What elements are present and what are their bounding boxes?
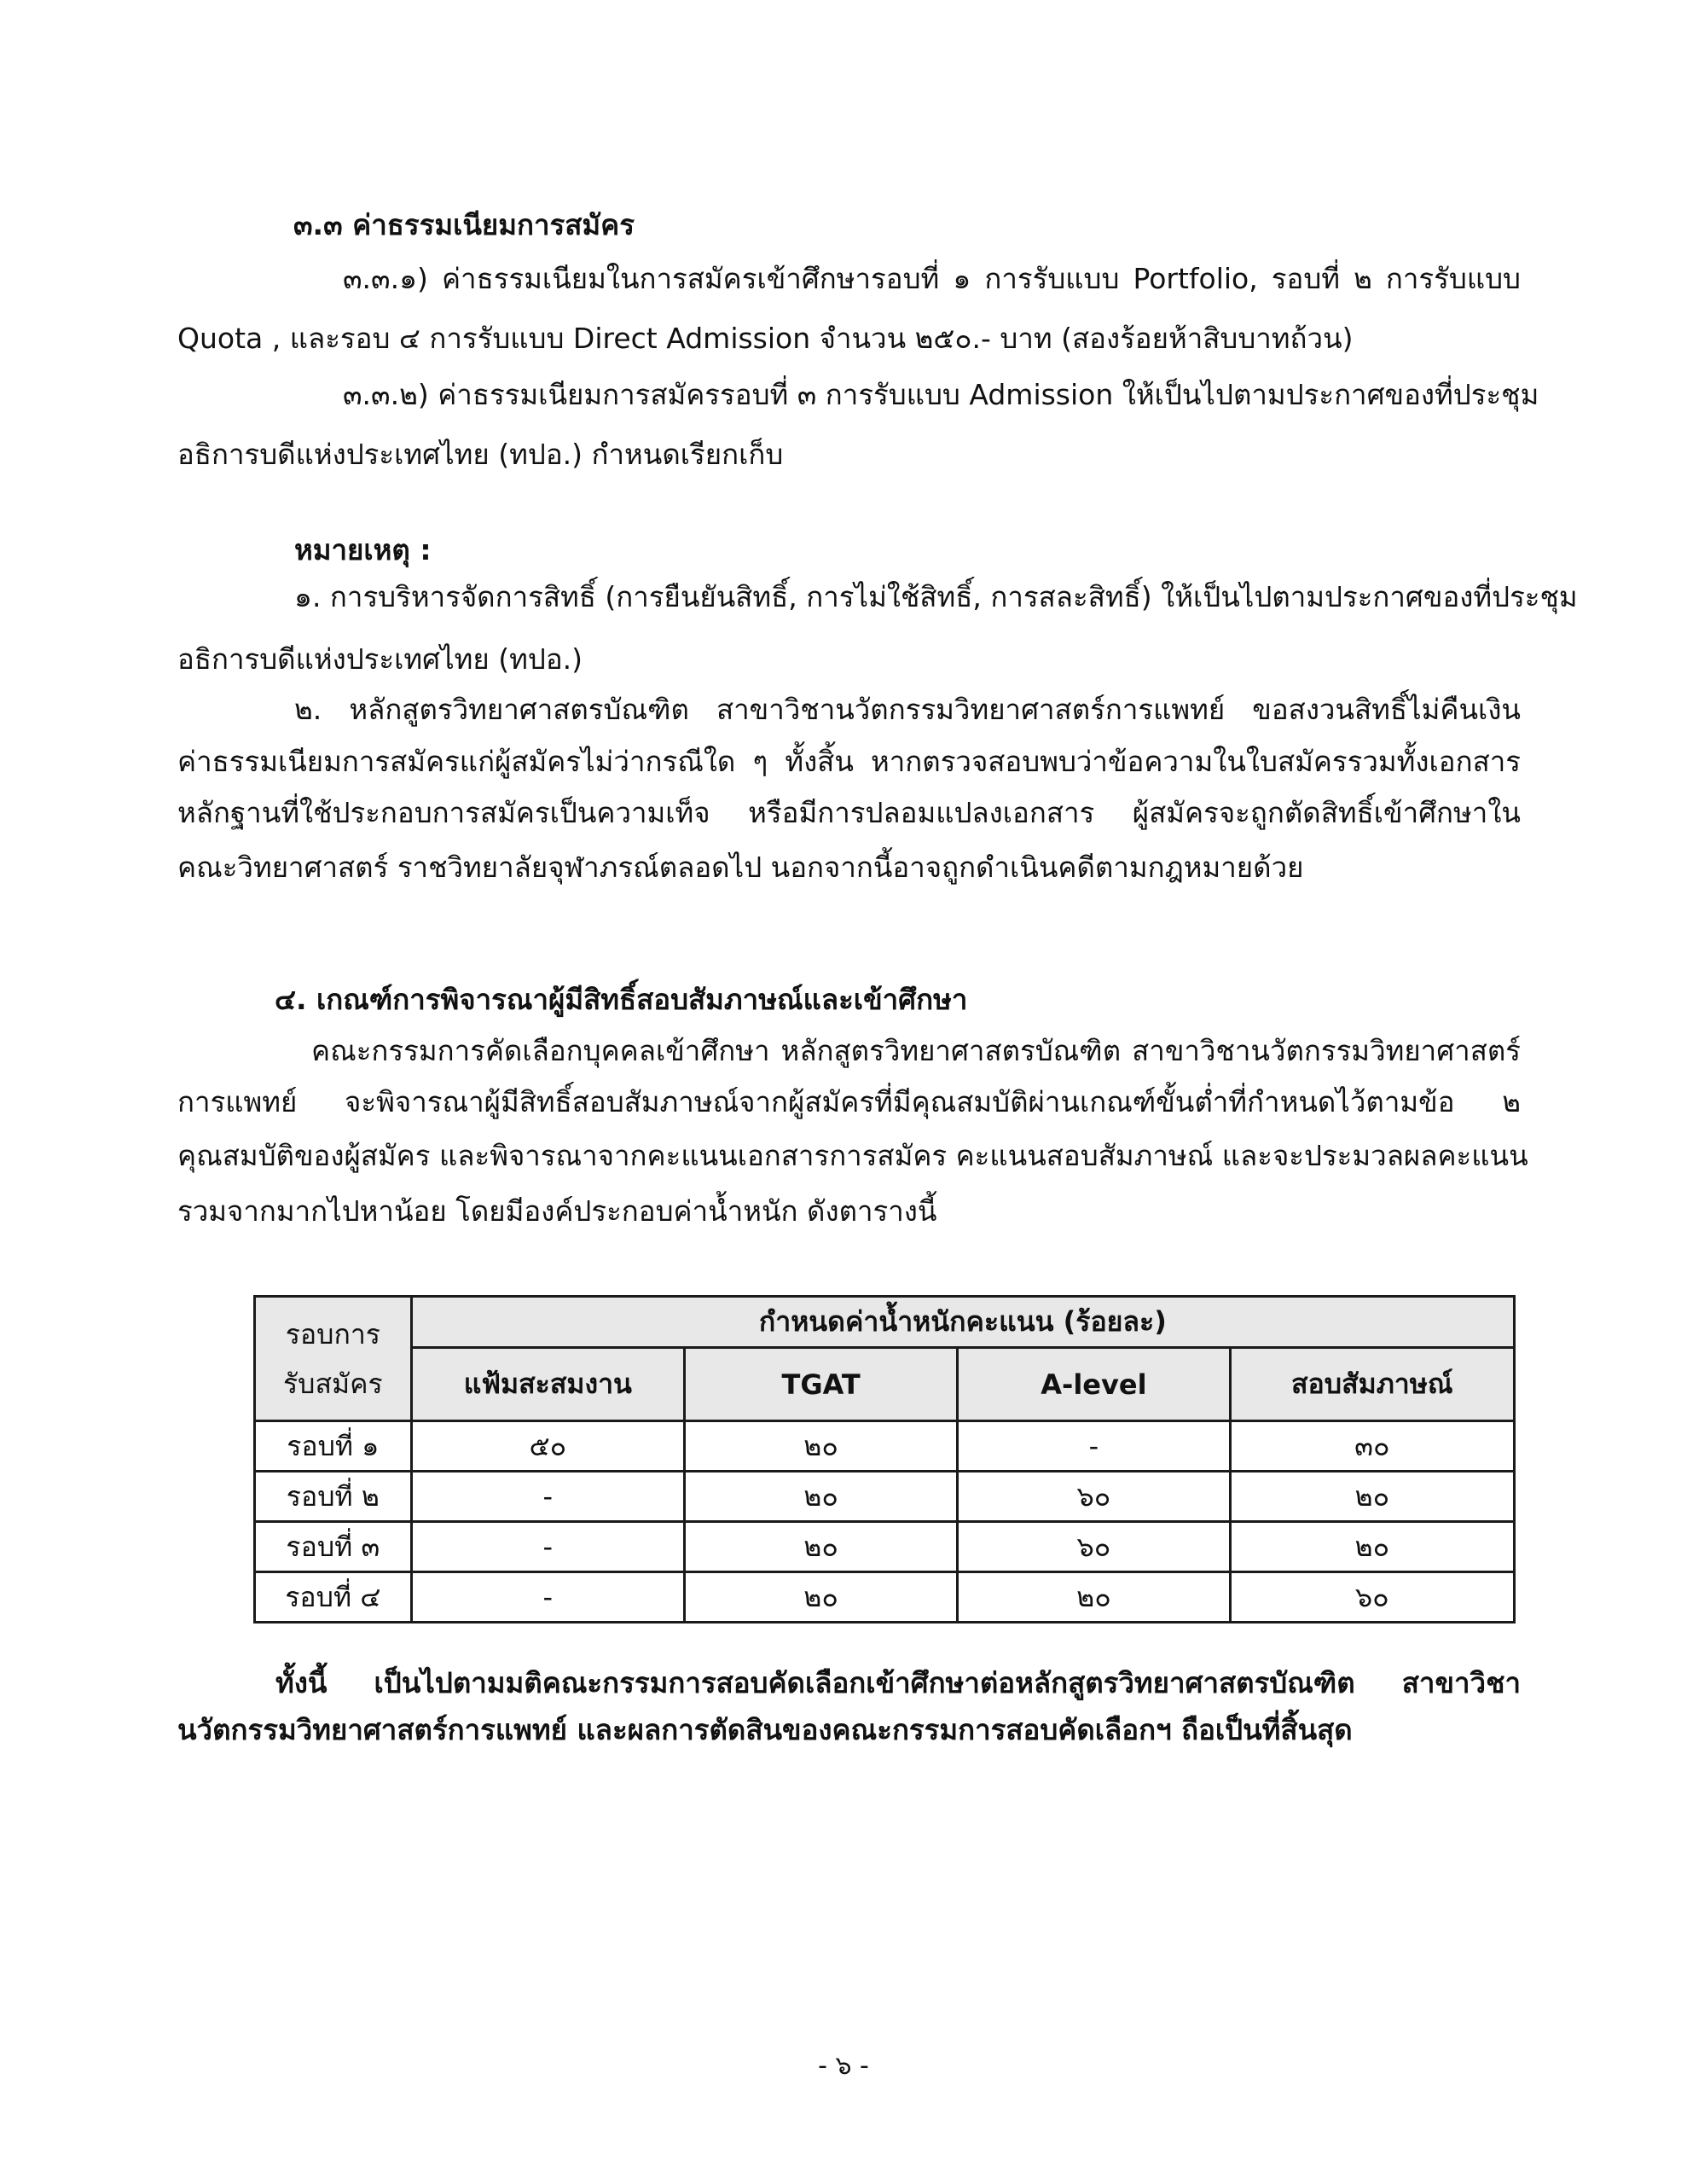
round-cell: รอบที่ ๒ [255,1472,412,1522]
round-column-header [255,1297,412,1421]
weight-group-header: กำหนดค่าน้ำหนักคะแนน (ร้อยละ) [411,1297,1514,1348]
closing-line-2: นวัตกรรมวิทยาศาสตร์การแพทย์ และผลการตัดสินของคณะกรรมการสอบคัดเลือกฯ ถือเป็นที่สิ้นสุด [177,1713,1353,1746]
note-2-line-2: ค่าธรรมเนียมการสมัครแก่ผู้สมัครไม่ว่ากรณีใด ๆ ทั้งสิ้น หากตรวจสอบพบว่าข้อความในใบสมัครรวมทั้งเอกสาร [177,745,1521,778]
portfolio-cell: - [411,1572,684,1623]
section-4-body-line-4: รวมจากมากไปหาน้อย โดยมีองค์ประกอบค่าน้ำหนัก ดังตารางนี้ [177,1194,937,1228]
page-number: - ๖ - [818,2051,869,2081]
round-cell: รอบที่ ๔ [255,1572,412,1623]
portfolio-cell: - [411,1472,684,1522]
table-row [255,1572,1515,1623]
a-level-cell: ๒๐ [958,1572,1230,1623]
note-1-line-1: ๑. การบริหารจัดการสิทธิ์ (การยืนยันสิทธิ์, การไม่ใช้สิทธิ์, การสละสิทธิ์) ให้เป็นไปตามประกาศของที่ประชุม [294,580,1578,613]
fee-item-2-line-1: ๓.๓.๒) ค่าธรรมเนียมการสมัครรอบที่ ๓ การรับแบบ Admission ให้เป็นไปตามประกาศของที่ประชุม [343,378,1539,411]
section-4-heading: ๔. เกณฑ์การพิจารณาผู้มีสิทธิ์สอบสัมภาษณ์และเข้าศึกษา [275,983,968,1016]
a-level-cell: - [958,1421,1230,1472]
portfolio-cell: - [411,1522,684,1572]
column-header-interview: สอบสัมภาษณ์ [1230,1348,1514,1421]
interview-cell: ๓๐ [1230,1421,1514,1472]
table-row [255,1421,1515,1472]
section-4-body-line-3: คุณสมบัติของผู้สมัคร และพิจารณาจากคะแนนเอกสารการสมัคร คะแนนสอบสัมภาษณ์ และจะประมวลผลคะแนน [177,1139,1528,1172]
note-2-line-4: คณะวิทยาศาสตร์ ราชวิทยาลัยจุฬาภรณ์ตลอดไป นอกจากนี้อาจถูกดำเนินคดีตามกฎหมายด้วย [177,851,1304,884]
closing-line-1: ทั้งนี้ เป็นไปตามมติคณะกรรมการสอบคัดเลือกเข้าศึกษาต่อหลักสูตรวิทยาศาสตรบัณฑิต สาขาวิชา [275,1666,1521,1699]
section-4-body-line-2: การแพทย์ จะพิจารณาผู้มีสิทธิ์สอบสัมภาษณ์จากผู้สมัครที่มีคุณสมบัติผ่านเกณฑ์ขั้นต่ำที่กำหนดไว้ตามข้อ ๒ [177,1085,1521,1118]
round-header-line-1: รอบการ [285,1317,380,1350]
note-1-line-2: อธิการบดีแห่งประเทศไทย (ทปอ.) [177,642,583,676]
notes-heading: หมายเหตุ : [294,533,432,566]
column-header-portfolio: แฟ้มสะสมงาน [411,1348,684,1421]
section-3-3-heading: ๓.๓ ค่าธรรมเนียมการสมัคร [293,208,635,241]
section-4-body-line-1: คณะกรรมการคัดเลือกบุคคลเข้าศึกษา หลักสูตรวิทยาศาสตรบัณฑิต สาขาวิชานวัตกรรมวิทยาศาสตร์ [311,1034,1521,1067]
interview-cell: ๒๐ [1230,1472,1514,1522]
note-2-line-3: หลักฐานที่ใช้ประกอบการสมัครเป็นความเท็จ หรือมีการปลอมแปลงเอกสาร ผู้สมัครจะถูกตัดสิทธิ์เข้าศึกษาใน [177,796,1521,829]
fee-item-1-line-2: Quota , และรอบ ๔ การรับแบบ Direct Admission จำนวน ๒๕๐.- บาท (สองร้อยห้าสิบบาทถ้วน) [177,322,1354,355]
portfolio-cell: ๕๐ [411,1421,684,1472]
a-level-cell: ๖๐ [958,1522,1230,1572]
tgat-cell: ๒๐ [684,1522,957,1572]
interview-cell: ๖๐ [1230,1572,1514,1623]
a-level-cell: ๖๐ [958,1472,1230,1522]
tgat-cell: ๒๐ [684,1421,957,1472]
tgat-cell: ๒๐ [684,1572,957,1623]
table-row [255,1522,1515,1572]
interview-cell: ๒๐ [1230,1522,1514,1572]
round-cell: รอบที่ ๑ [255,1421,412,1472]
column-header-a-level: A-level [958,1348,1230,1421]
column-header-tgat: TGAT [684,1348,957,1421]
round-cell: รอบที่ ๓ [255,1522,412,1572]
score-weights-table [253,1295,1516,1623]
fee-item-2-line-2: อธิการบดีแห่งประเทศไทย (ทปอ.) กำหนดเรียกเก็บ [177,438,784,471]
table-row [255,1472,1515,1522]
fee-item-1-line-1: ๓.๓.๑) ค่าธรรมเนียมในการสมัครเข้าศึกษารอบที่ ๑ การรับแบบ Portfolio, รอบที่ ๒ การรับแบบ [343,262,1521,295]
tgat-cell: ๒๐ [684,1472,957,1522]
round-header-line-2: รับสมัคร [282,1367,383,1400]
note-2-line-1: ๒. หลักสูตรวิทยาศาสตรบัณฑิต สาขาวิชานวัตกรรมวิทยาศาสตร์การแพทย์ ขอสงวนสิทธิ์ไม่คืนเงิน [294,693,1521,726]
